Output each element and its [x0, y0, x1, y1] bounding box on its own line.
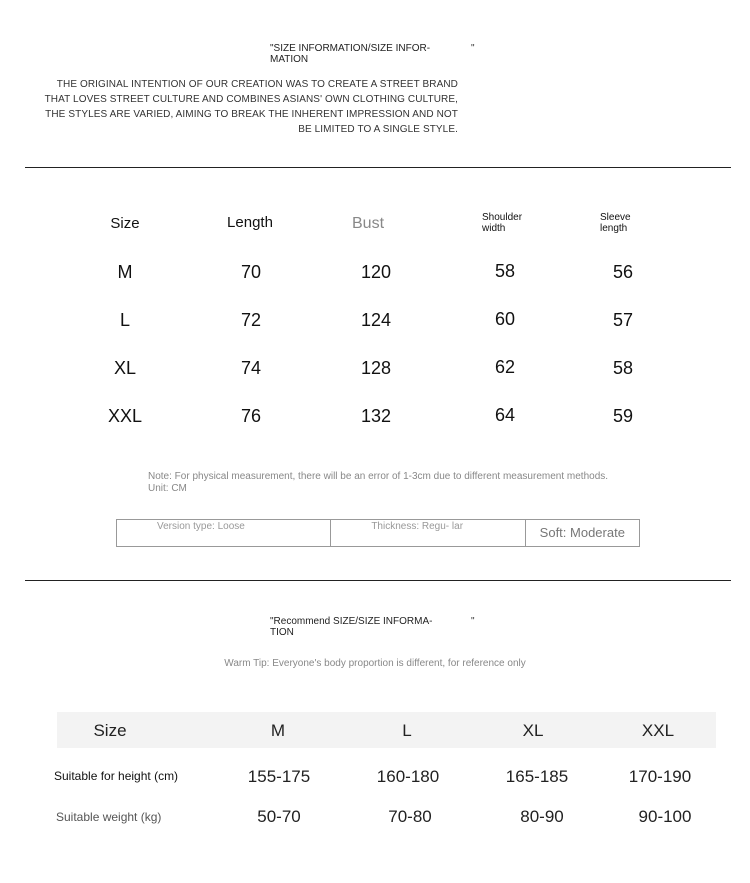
- weight-xl: 80-90: [520, 807, 564, 826]
- brand-intro-text: THE ORIGINAL INTENTION OF OUR CREATION WAS TO CREATE A STREET BRAND THAT LOVES STREET CULTURE AND COMBINES ASIANS' OWN CLOTHING CULTURE, THE STYLES ARE VARIED, AIMING TO BREAK THE INHERENT IMPRESSION AND NOT BE LIMITED TO A SINGLE STYLE.: [44, 79, 458, 135]
- height-xxl: 170-190: [628, 767, 692, 786]
- weight-label: Suitable weight (kg): [56, 810, 162, 824]
- size-info-title: "SIZE INFORMATION/SIZE INFOR- MATION: [270, 43, 431, 65]
- length-cell: 76: [240, 406, 262, 426]
- warm-tip: Warm Tip: Everyone's body proportion is different, for reference only: [224, 658, 526, 669]
- divider-middle: [25, 580, 731, 581]
- col-header-sleeve-length: Sleeve length: [600, 212, 631, 234]
- recommend-quote-mark: ": [471, 616, 475, 627]
- weight-m: 50-70: [257, 807, 301, 826]
- col-header-size: Size: [110, 215, 140, 232]
- rec-header-m: M: [270, 721, 286, 740]
- weight-xxl: 90-100: [638, 807, 692, 826]
- title-quote-mark: ": [471, 43, 475, 54]
- recommend-header-band: [57, 712, 716, 748]
- shoulder-cell: 60: [494, 309, 516, 329]
- size-cell: M: [117, 262, 133, 282]
- length-cell: 72: [240, 310, 262, 330]
- shoulder-cell: 64: [494, 405, 516, 425]
- rec-header-l: L: [402, 721, 412, 740]
- bust-cell: 132: [360, 406, 392, 426]
- size-cell: XL: [113, 358, 137, 378]
- height-m: 155-175: [247, 767, 311, 786]
- sleeve-cell: 57: [612, 310, 634, 330]
- rec-header-size: Size: [93, 721, 127, 740]
- rec-header-xl: XL: [522, 721, 544, 740]
- fabric-tags: [116, 519, 640, 547]
- height-l: 160-180: [376, 767, 440, 786]
- height-label: Suitable for height (cm): [54, 769, 179, 783]
- height-xl: 165-185: [505, 767, 569, 786]
- bust-cell: 128: [360, 358, 392, 378]
- shoulder-cell: 58: [494, 261, 516, 281]
- rec-header-xxl: XXL: [641, 721, 675, 740]
- recommend-title: "Recommend SIZE/SIZE INFORMA- TION: [270, 616, 433, 638]
- bust-cell: 124: [360, 310, 392, 330]
- sleeve-cell: 59: [612, 406, 634, 426]
- size-cell: L: [119, 310, 131, 330]
- divider-top: [25, 167, 731, 168]
- sleeve-cell: 58: [612, 358, 634, 378]
- weight-l: 70-80: [388, 807, 432, 826]
- shoulder-cell: 62: [494, 357, 516, 377]
- col-header-bust: Bust: [351, 215, 385, 232]
- size-cell: XXL: [107, 406, 143, 426]
- length-cell: 74: [240, 358, 262, 378]
- version-type-tag: Version type: Loose: [117, 520, 331, 546]
- measurement-note: Note: For physical measurement, there will be an error of 1-3cm due to different measurement methods. Unit: CM: [148, 471, 609, 494]
- col-header-length: Length: [227, 214, 273, 231]
- length-cell: 70: [240, 262, 262, 282]
- softness-tag: Soft: Moderate: [539, 525, 625, 540]
- col-header-shoulder-width: Shoulder width: [482, 212, 523, 234]
- sleeve-cell: 56: [612, 262, 634, 282]
- bust-cell: 120: [360, 262, 392, 282]
- thickness-tag: Thickness: Regu- lar: [331, 520, 525, 546]
